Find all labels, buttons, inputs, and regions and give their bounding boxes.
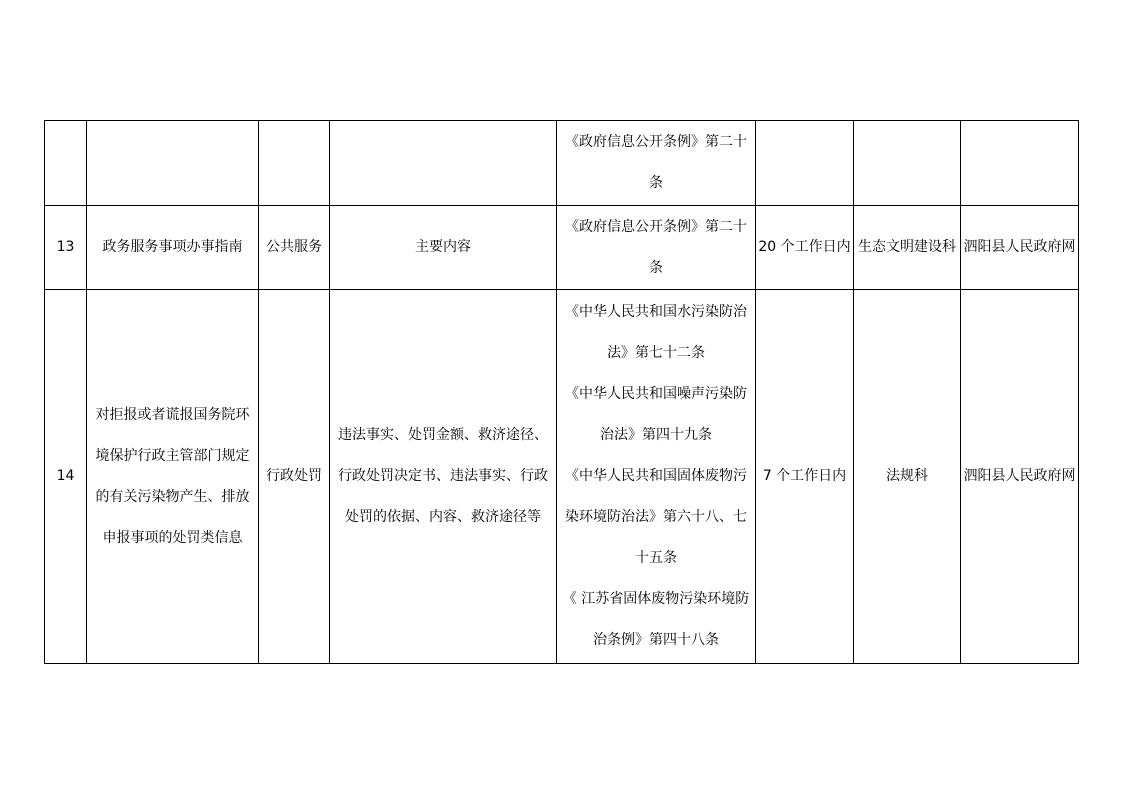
item-name-cell: 对拒报或者谎报国务院环境保护行政主管部门规定的有关污染物产生、排放申报事项的处罚类信息 (87, 290, 259, 664)
basis-item: 《中华人民共和国固体废物污染环境防治法》第六十八、七十五条 (565, 468, 747, 566)
table-row (45, 206, 1079, 290)
category-cell: 行政处罚 (259, 290, 330, 664)
channel-cell (961, 121, 1079, 206)
category-cell: 公共服务 (259, 206, 330, 290)
content-cell: 主要内容 (330, 206, 557, 290)
basis-cell (557, 121, 756, 206)
row-number-cell: 13 (45, 206, 87, 290)
basis-cell (557, 206, 756, 290)
row-number-cell: 14 (45, 290, 87, 664)
table-row (45, 290, 1079, 664)
basis-item: 《政府信息公开条例》第二十条 (565, 218, 747, 276)
basis-item: 《中华人民共和国噪声污染防治法》第四十九条 (565, 386, 747, 443)
content-cell: 违法事实、处罚金额、救济途径、行政处罚决定书、违法事实、行政处罚的依据、内容、救济途径等 (330, 290, 557, 664)
basis-item: 《政府信息公开条例》第二十条 (565, 134, 747, 191)
channel-cell: 泗阳县人民政府网 (961, 206, 1079, 290)
department-cell: 法规科 (854, 290, 961, 664)
item-name-cell (87, 121, 259, 206)
content-cell (330, 121, 557, 206)
basis-cell (557, 290, 756, 664)
table-row (45, 121, 1079, 206)
department-cell: 生态文明建设科 (854, 206, 961, 290)
channel-cell: 泗阳县人民政府网 (961, 290, 1079, 664)
item-name-cell: 政务服务事项办事指南 (87, 206, 259, 290)
basis-item: 《中华人民共和国水污染防治法》第七十二条 (565, 304, 747, 361)
time-limit-cell: 7 个工作日内 (756, 290, 854, 664)
time-limit-cell (756, 121, 854, 206)
basis-item: 《 江苏省固体废物污染环境防治条例》第四十八条 (562, 591, 750, 648)
category-cell (259, 121, 330, 206)
department-cell (854, 121, 961, 206)
row-number-cell (45, 121, 87, 206)
info-disclosure-table (44, 120, 1079, 664)
time-limit-cell: 20 个工作日内 (756, 206, 854, 290)
